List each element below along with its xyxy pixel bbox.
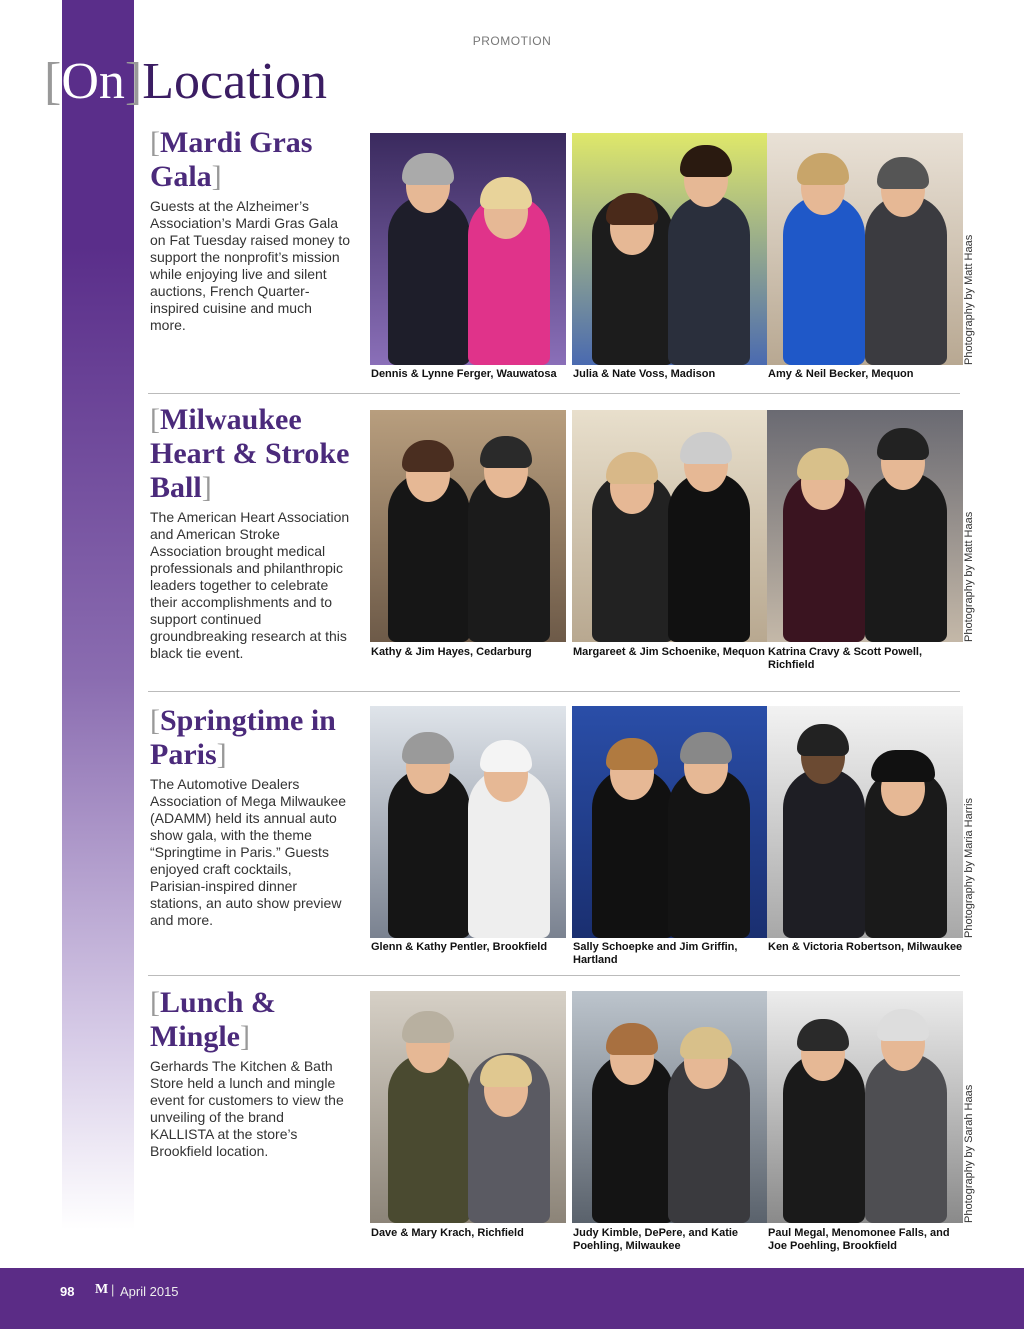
photo-3-1 (370, 706, 566, 938)
photo-1-3 (767, 133, 963, 365)
section-text-heart-stroke: The American Heart Association and American Stroke Association brought medical professionals and philanthropic leaders together to celebrate their accomplishments and to support continued groundbreaking research at this black tie event. (150, 509, 350, 661)
photo-1-2 (572, 133, 768, 365)
section-title-heart-stroke: [Milwaukee Heart & Stroke Ball] (150, 403, 350, 504)
section-title-lunch-mingle: [Lunch & Mingle] (150, 986, 276, 1053)
photo-2-3 (767, 410, 963, 642)
photo-2-2 (572, 410, 768, 642)
title-on: On (61, 53, 125, 110)
photo-credit-2: Photography by Matt Haas (963, 511, 975, 642)
footer-bar (0, 1268, 1024, 1329)
caption-2-2: Margareet & Jim Schoenike, Mequon (573, 646, 765, 658)
caption-4-3: Paul Megal, Menomonee Falls, and Joe Poehling, Brookfield (768, 1227, 950, 1252)
section-text-springtime-paris: The Automotive Dealers Association of Mega Milwaukee (ADAMM) held its annual auto show gala, with the theme “Springtime in Paris.” Guests enjoyed craft cocktails, Parisian-inspired dinner stations, an auto show preview and more. (150, 776, 347, 928)
page-number: 98 (60, 1284, 75, 1299)
title-bracket-open: [ (44, 53, 62, 110)
caption-1-1: Dennis & Lynne Ferger, Wauwatosa (371, 368, 557, 380)
photo-3-3 (767, 706, 963, 938)
photo-4-1 (370, 991, 566, 1223)
title-bracket-close: ] (124, 53, 143, 110)
photo-2-1 (370, 410, 566, 642)
section-title-springtime-paris: [Springtime in Paris] (150, 704, 336, 771)
section-title-mardi-gras: [Mardi Gras Gala] (150, 126, 313, 193)
caption-1-2: Julia & Nate Voss, Madison (573, 368, 716, 380)
section-text-mardi-gras: Guests at the Alzheimer’s Association’s Mardi Gras Gala on Fat Tuesday raised money to support the nonprofit’s mission while enjoying live and silent auctions, French Quarter-inspired cuisine and much more. (150, 198, 350, 333)
caption-1-3: Amy & Neil Becker, Mequon (768, 368, 914, 380)
photo-1-1 (370, 133, 566, 365)
photo-4-2 (572, 991, 768, 1223)
purple-side-band (62, 0, 134, 1230)
footer-separator: | (111, 1282, 115, 1297)
issue-date: April 2015 (120, 1284, 179, 1299)
promotion-label: PROMOTION (472, 34, 552, 48)
section-divider (148, 691, 960, 692)
page-title (44, 52, 327, 112)
photo-3-2 (572, 706, 768, 938)
photo-credit-3: Photography by Maria Harris (963, 797, 975, 938)
section-text-lunch-mingle: Gerhards The Kitchen & Bath Store held a lunch and mingle event for customers to view the unveiling of the brand KALLISTA at the store’s Brookfield location. (150, 1058, 344, 1159)
photo-credit-4: Photography by Sarah Haas (963, 1084, 975, 1223)
caption-2-3: Katrina Cravy & Scott Powell, Richfield (768, 646, 923, 671)
photo-credit-1: Photography by Matt Haas (963, 234, 975, 365)
caption-4-2: Judy Kimble, DePere, and Katie Poehling, Milwaukee (573, 1227, 739, 1252)
caption-3-3: Ken & Victoria Robertson, Milwaukee (768, 941, 963, 953)
section-divider (148, 393, 960, 394)
caption-3-1: Glenn & Kathy Pentler, Brookfield (371, 941, 548, 953)
caption-2-1: Kathy & Jim Hayes, Cedarburg (371, 646, 532, 658)
magazine-logo: M (95, 1282, 109, 1297)
title-location: Location (142, 53, 328, 110)
photo-4-3 (767, 991, 963, 1223)
caption-4-1: Dave & Mary Krach, Richfield (371, 1227, 524, 1239)
section-divider (148, 975, 960, 976)
caption-3-2: Sally Schoepke and Jim Griffin, Hartland (573, 941, 738, 966)
